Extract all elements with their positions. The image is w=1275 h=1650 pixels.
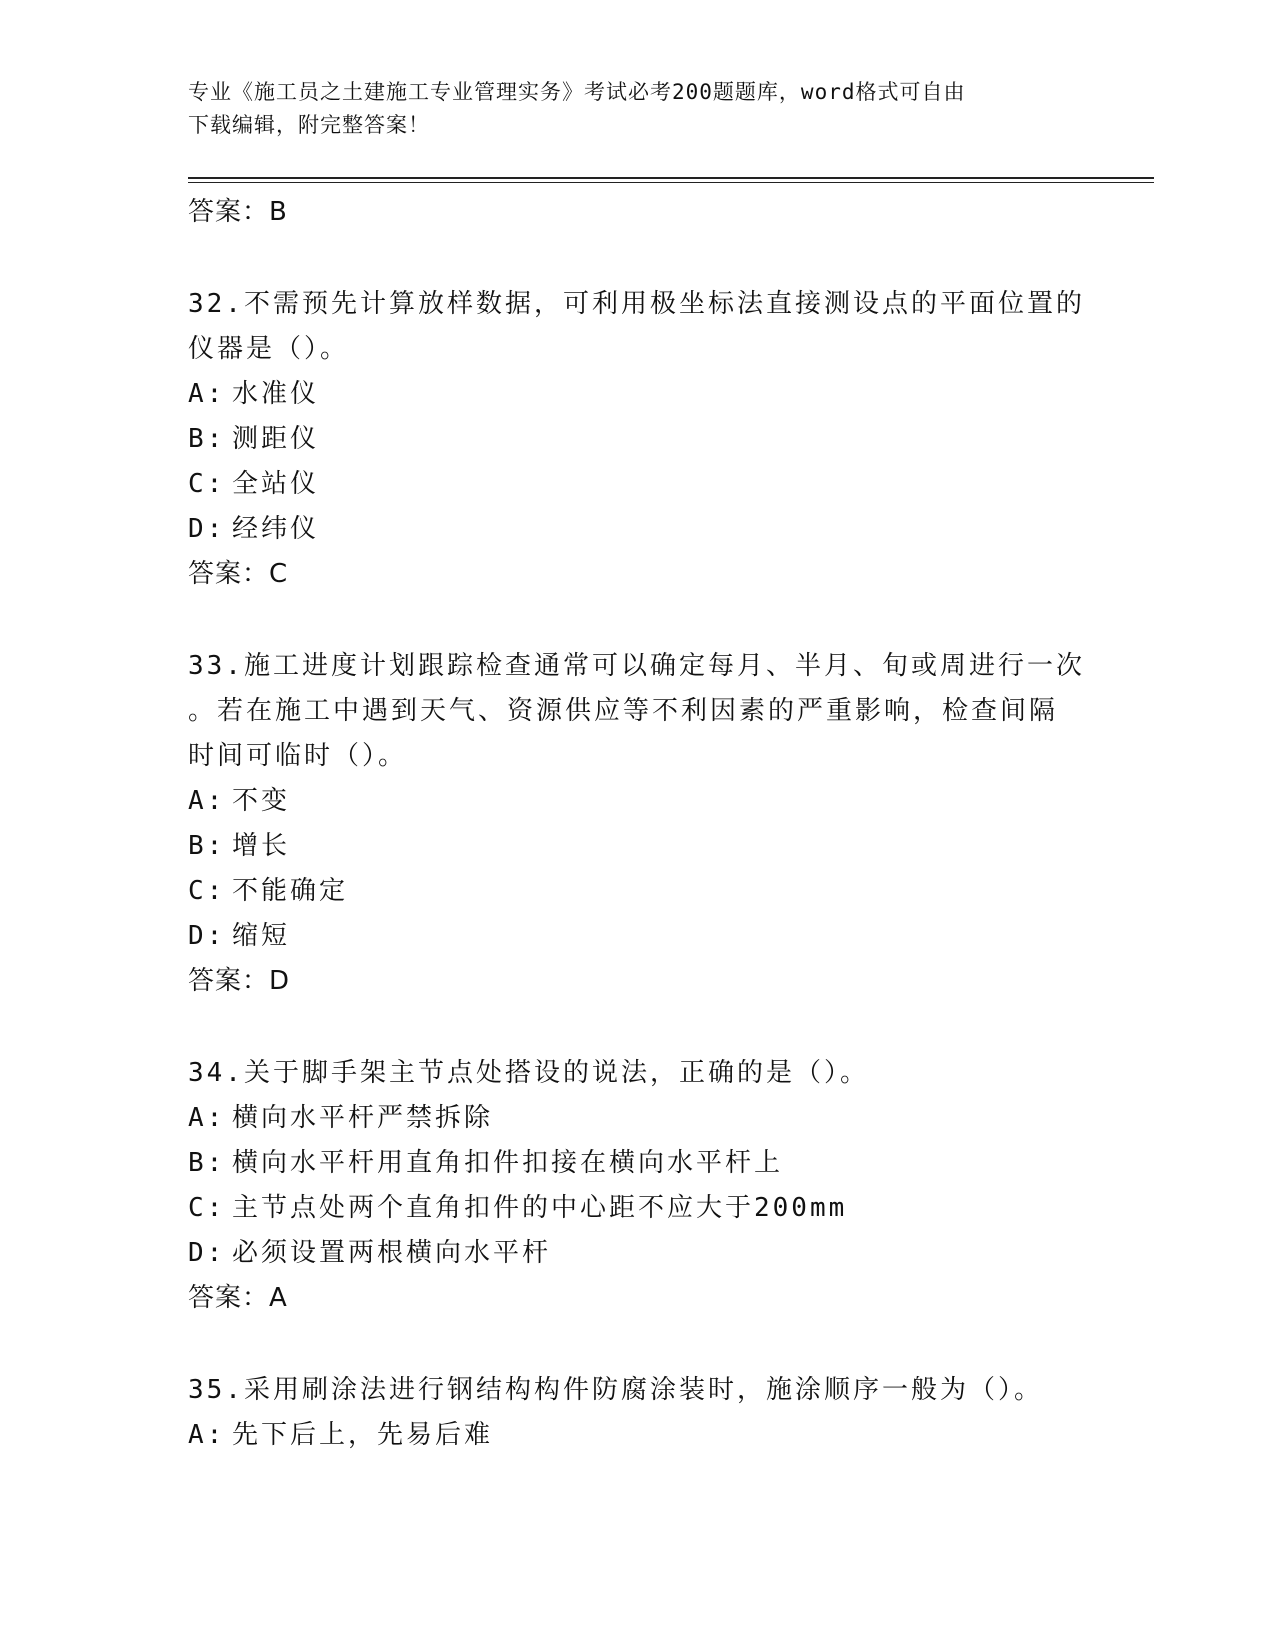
question-stem <box>188 1368 1088 1413</box>
option-text: 水准仪 <box>232 379 320 409</box>
question-stem-line: 。若在施工中遇到天气、资源供应等不利因素的严重影响，检查间隔 <box>188 696 1059 726</box>
option-b <box>188 824 1088 869</box>
option-text: 不变 <box>232 786 291 816</box>
spacer <box>188 1320 1088 1368</box>
answer-value: D <box>269 966 291 996</box>
option-b <box>188 1141 1088 1186</box>
question-block <box>188 282 1088 596</box>
option-letter: C: <box>188 469 226 499</box>
option-a <box>188 1413 1088 1458</box>
spacer <box>188 1003 1088 1051</box>
option-d <box>188 914 1088 959</box>
option-text: 横向水平杆严禁拆除 <box>232 1103 494 1133</box>
answer-line <box>188 1276 1088 1320</box>
spacer <box>188 234 1088 282</box>
option-a <box>188 779 1088 824</box>
option-letter: D: <box>188 514 226 544</box>
option-letter: C: <box>188 1193 226 1223</box>
question-stem-line: 仪器是（）。 <box>188 334 350 364</box>
option-letter: C: <box>188 876 226 906</box>
question-block <box>188 1051 1088 1320</box>
answer-value: B <box>269 197 288 227</box>
option-text: 必须设置两根横向水平杆 <box>232 1238 552 1268</box>
option-letter: A: <box>188 379 226 409</box>
option-text: 经纬仪 <box>232 514 320 544</box>
option-text: 测距仪 <box>232 424 320 454</box>
question-stem-line: 34.关于脚手架主节点处搭设的说法，正确的是（）。 <box>188 1058 869 1088</box>
option-letter: D: <box>188 921 226 951</box>
option-d <box>188 1231 1088 1276</box>
option-text: 缩短 <box>232 921 291 951</box>
answer-label: 答案： <box>188 1283 270 1313</box>
option-text: 全站仪 <box>232 469 320 499</box>
option-a <box>188 1096 1088 1141</box>
question-stem-line: 35.采用刷涂法进行钢结构构件防腐涂装时，施涂顺序一般为（）。 <box>188 1375 1043 1405</box>
header-divider-thick <box>188 177 1154 179</box>
question-stem-line: 33.施工进度计划跟踪检查通常可以确定每月、半月、旬或周进行一次 <box>188 651 1085 681</box>
answer-line <box>188 552 1088 596</box>
option-letter: D: <box>188 1238 226 1268</box>
option-c <box>188 1186 1088 1231</box>
question-stem <box>188 1051 1088 1096</box>
option-letter: A: <box>188 1103 226 1133</box>
question-block <box>188 1368 1088 1458</box>
question-stem <box>188 644 1088 779</box>
option-letter: A: <box>188 1420 226 1450</box>
header-divider-thin <box>188 182 1154 183</box>
option-b <box>188 417 1088 462</box>
question-list <box>188 190 1088 1458</box>
question-stem-line: 时间可临时（）。 <box>188 741 408 771</box>
header-line-2: 下载编辑，附完整答案！ <box>188 113 430 137</box>
header-line-1: 专业《施工员之土建施工专业管理实务》考试必考200题题库，word格式可自由 <box>188 80 966 104</box>
answer-line <box>188 959 1088 1003</box>
option-c <box>188 869 1088 914</box>
spacer <box>188 596 1088 644</box>
answer-line <box>188 190 1088 234</box>
option-d <box>188 507 1088 552</box>
option-letter: B: <box>188 831 226 861</box>
option-text: 横向水平杆用直角扣件扣接在横向水平杆上 <box>232 1148 784 1178</box>
answer-label: 答案： <box>188 559 270 589</box>
question-block <box>188 644 1088 1003</box>
question-stem-line: 32.不需预先计算放样数据，可利用极坐标法直接测设点的平面位置的 <box>188 289 1085 319</box>
option-letter: B: <box>188 424 226 454</box>
option-letter: A: <box>188 786 226 816</box>
answer-label: 答案： <box>188 197 270 227</box>
question-stem <box>188 282 1088 372</box>
option-a <box>188 372 1088 417</box>
answer-label: 答案： <box>188 966 270 996</box>
option-text: 主节点处两个直角扣件的中心距不应大于200mm <box>232 1193 848 1223</box>
document-header <box>188 76 1068 142</box>
option-text: 增长 <box>232 831 291 861</box>
option-text: 不能确定 <box>232 876 349 906</box>
option-c <box>188 462 1088 507</box>
option-letter: B: <box>188 1148 226 1178</box>
answer-value: C <box>269 559 289 589</box>
answer-value: A <box>269 1283 288 1313</box>
option-text: 先下后上，先易后难 <box>232 1420 494 1450</box>
